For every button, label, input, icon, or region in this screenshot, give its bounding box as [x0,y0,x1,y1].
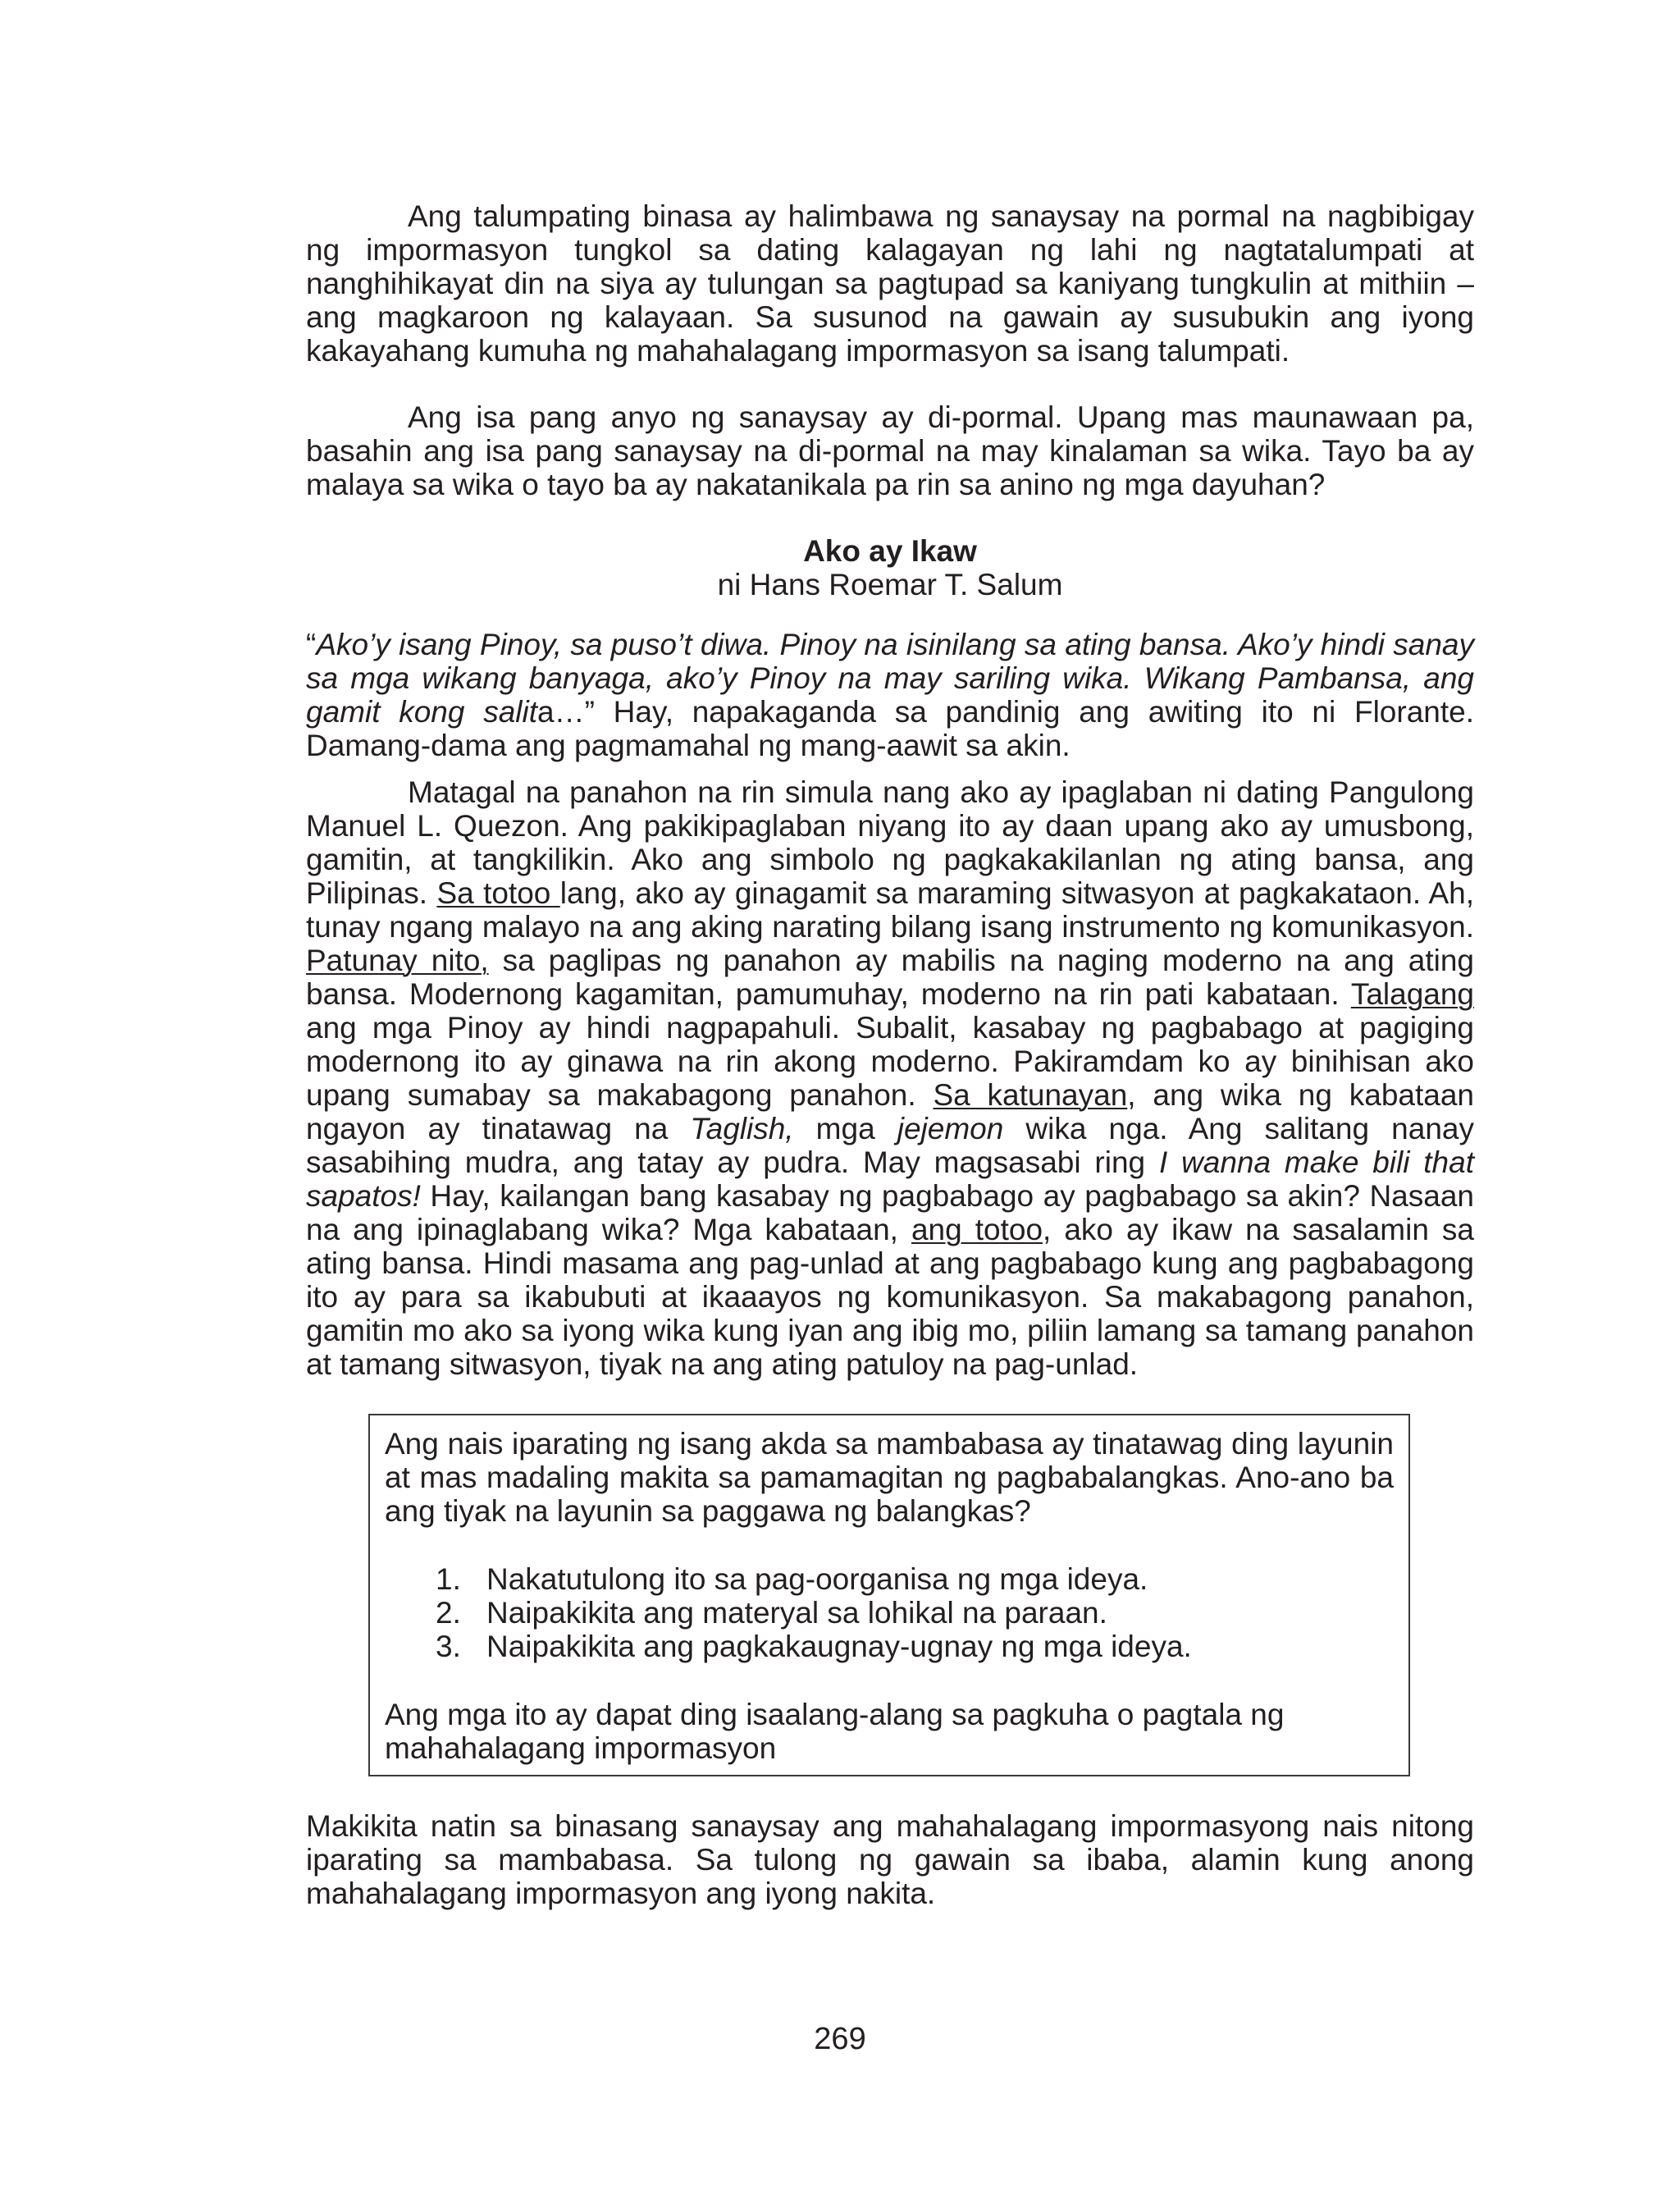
italic-term: I wanna make bili that sapatos! [306,1145,1474,1213]
lyrics-tail: a…” Hay, napakaganda sa pandinig ang awiting ito ni Florante. Damang-dama ang pagmamahal ng mang-aawit sa akin. [306,695,1474,762]
list-item [436,1596,1394,1630]
underlined-phrase: Sa totoo [436,876,560,910]
list-item [436,1562,1394,1596]
essay-paragraph-2 [306,775,1474,1381]
song-lyrics: Ako’y isang Pinoy, sa puso’t diwa. Pinoy na isinilang sa ating bansa. Ako’y hindi sanay sa mga wikang banyaga, ako’y Pinoy na may sariling wika. Wikang Pambansa, ang gamit kong salit [306,628,1474,729]
conclusion-paragraph: Makikita natin sa binasang sanaysay ang mahahalagang impormasyong nais nitong iparating sa mambabasa. Sa tulong ng gawain sa ibaba, alamin kung anong mahahalagang impormasyon ang iyong nakita. [306,1809,1474,1910]
list-item-text: Nakatutulong ito sa pag-oorganisa ng mga ideya. [486,1562,1148,1596]
underlined-phrase: Talagang [1350,977,1474,1011]
text-segment: lang, ako ay ginagamit sa maraming sitwasyon at pagkakataon. Ah, tunay ngang malayo na ang aking narating bilang isang instrumento ng komunikasyon. [306,876,1475,944]
text-segment: wika nga. Ang salitang nanay sasabihing mudra, ang tatay ay pudra. May magsasabi ring [306,1112,1474,1179]
list-item [436,1630,1394,1663]
text-segment: Hay, kailangan bang kasabay ng pagbabago ay pagbabago sa akin? Nasaan na ang ipinaglabang wika? Mga kabataan, [306,1179,1474,1246]
info-box [368,1414,1410,1776]
underlined-phrase: ang totoo [911,1213,1043,1246]
page-number: 269 [814,2022,866,2056]
essay-heading [306,534,1474,601]
list-number: 2. [436,1596,461,1630]
list-number: 1. [436,1562,461,1596]
purpose-list [385,1562,1394,1663]
underlined-phrase: Patunay nito, [306,944,489,977]
list-item-text: Naipakikita ang pagkakaugnay-ugnay ng mga ideya. [486,1630,1192,1663]
list-number: 3. [436,1630,461,1663]
text-segment: , ang wika ng kabataan ngayon ay tinatawag na [306,1078,1474,1145]
open-quote: “ [306,628,317,661]
text-segment: sa paglipas ng panahon ay mabilis na naging moderno na ang ating bansa. Modernong kagamitan, pamumuhay, moderno na rin pati kabataan. [306,944,1475,1011]
essay-author: ni Hans Roemar T. Salum [717,568,1063,601]
list-item-text: Naipakikita ang materyal sa lohikal na paraan. [486,1596,1107,1630]
intro-paragraph-2: Ang isa pang anyo ng sanaysay ay di-pormal. Upang mas maunawaan pa, basahin ang isa pang sanaysay na di-pormal na may kinalaman sa wika. Tayo ba ay malaya sa wika o tayo ba ay nakatanikala pa rin sa anino ng mga dayuhan? [306,400,1474,501]
info-box-intro: Ang nais iparating ng isang akda sa mambabasa ay tinatawag ding layunin at mas madaling makita sa pamamagitan ng pagbabalangkas. Ano-ano ba ang tiyak na layunin sa paggawa ng balangkas? [385,1427,1394,1528]
text-segment: mga [793,1112,897,1145]
text-segment: ang mga Pinoy ay hindi nagpapahuli. Subalit, kasabay ng pagbabago at pagiging modernong ito ay ginawa na rin akong moderno. Pakiramdam ko ay binihisan ako upang sumabay sa makabagong panahon. [306,1011,1474,1112]
text-segment: Matagal na panahon na rin simula nang ako ay ipaglaban ni dating Pangulong Manuel L. Quezon. Ang pakikipaglaban niyang ito ay daan upang ako ay umusbong, gamitin, at tangkilikin. Ako ang simbolo ng pagkakakilanlan ng ating bansa, ang Pilipinas. [306,775,1474,910]
italic-term: Taglish, [690,1112,794,1145]
essay-paragraph-1 [306,628,1474,762]
italic-term: jejemon [897,1112,1004,1145]
essay-title: Ako ay Ikaw [803,534,977,568]
info-box-closing: Ang mga ito ay dapat ding isaalang-alang sa pagkuha o pagtala ng mahahalagang impormasyon [385,1698,1285,1765]
text-segment: , ako ay ikaw na sasalamin sa ating bansa. Hindi masama ang pag-unlad at ang pagbabago kung ang pagbabagong ito ay para sa ikabubuti at ikaaayos ng komunikasyon. Sa makabagong panahon, gamitin mo ako sa iyong wika kung iyan ang ibig mo, piliin lamang sa tamang panahon at tamang sitwasyon, tiyak na ang ating patuloy na pag-unlad. [306,1213,1474,1381]
page-content [306,199,1474,1910]
underlined-phrase: Sa katunayan [933,1078,1128,1112]
intro-paragraph-1: Ang talumpating binasa ay halimbawa ng sanaysay na pormal na nagbibigay ng impormasyon tungkol sa dating kalagayan ng lahi ng nagtatalumpati at nanghihikayat din na siya ay tulungan sa pagtupad sa kaniyang tungkulin at mithiin – ang magkaroon ng kalayaan. Sa susunod na gawain ay susubukin ang iyong kakayahang kumuha ng mahahalagang impormasyon sa isang talumpati. [306,199,1474,368]
